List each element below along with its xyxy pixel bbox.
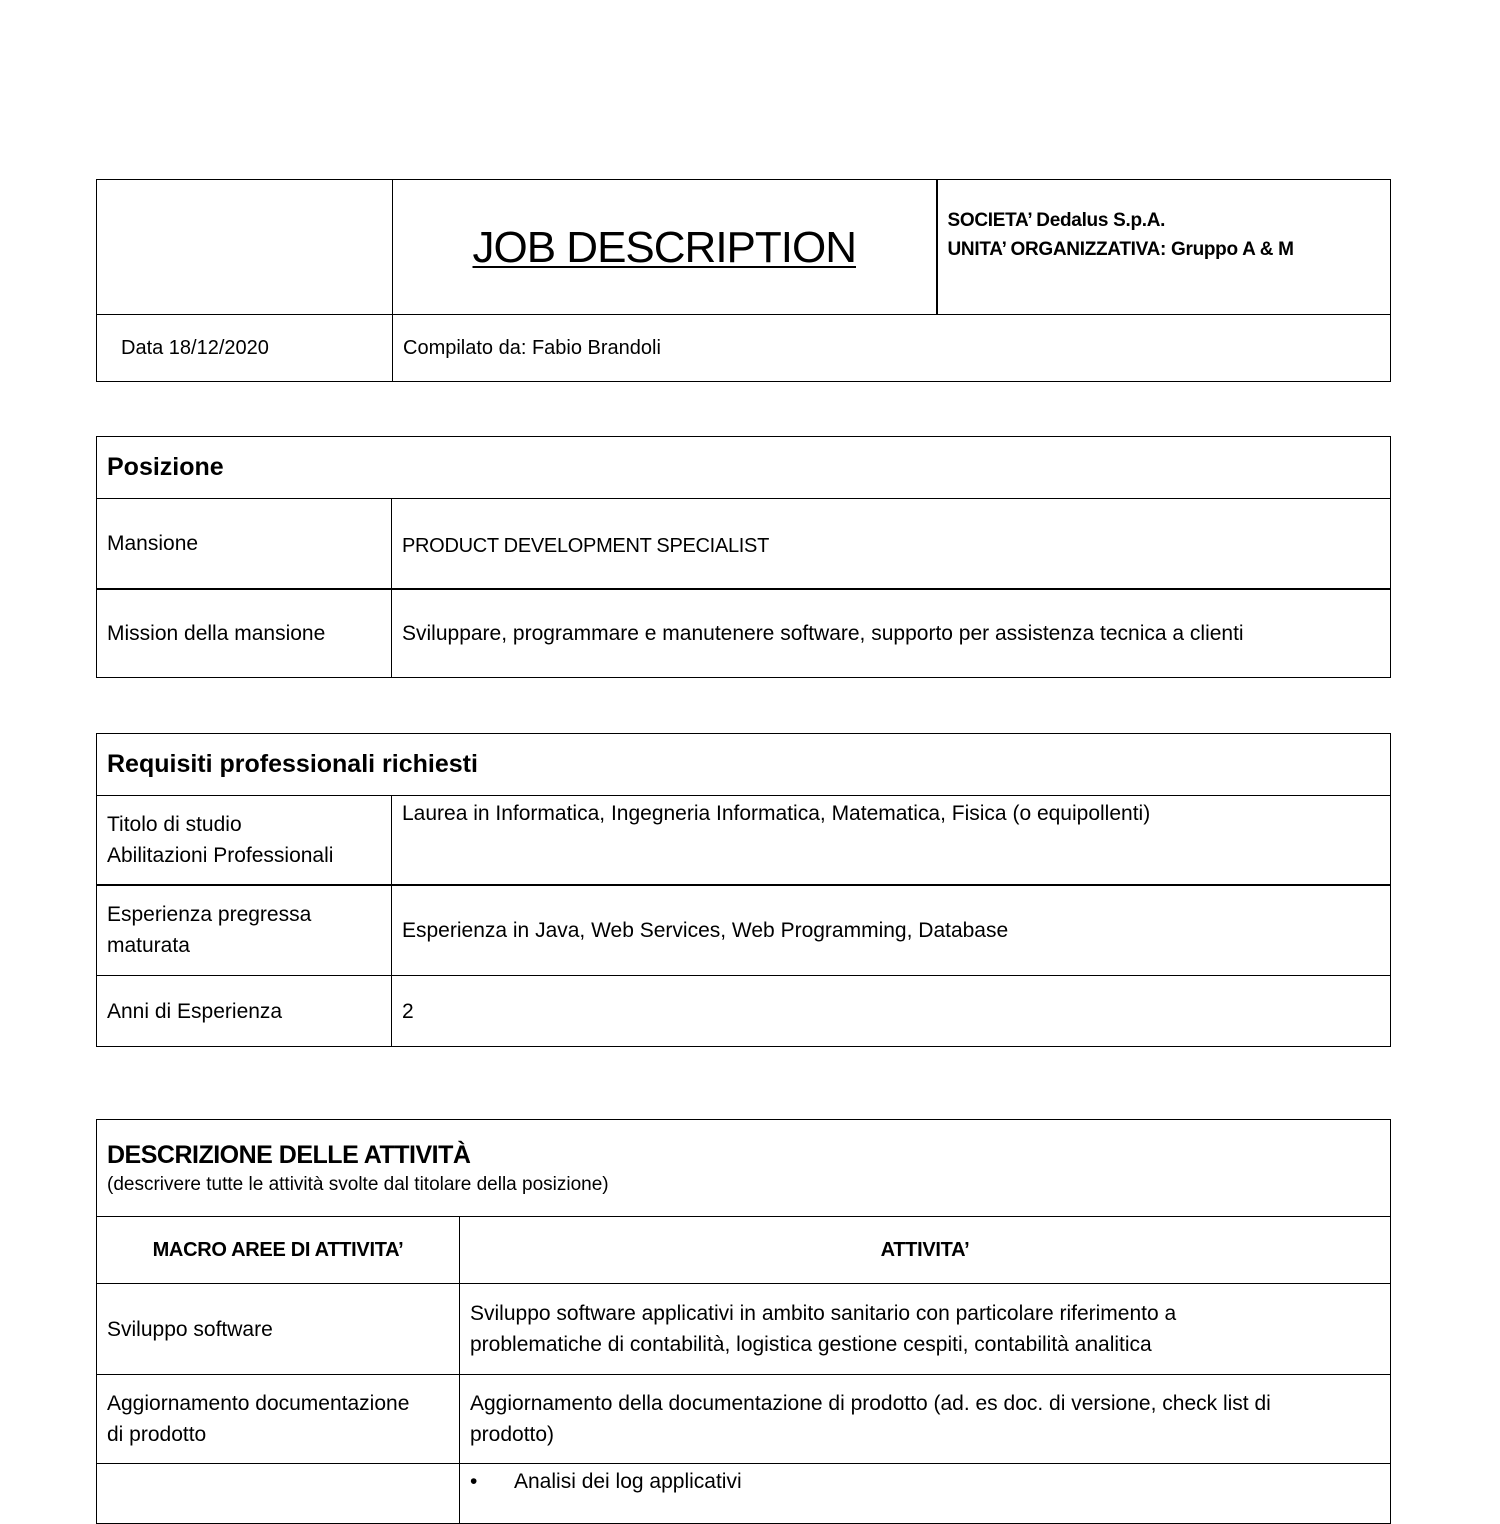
company-name: SOCIETA’ Dedalus S.p.A. — [947, 210, 1166, 231]
posizione-table — [96, 436, 1391, 678]
bullet-item-log-analysis: Analisi dei log applicativi — [514, 1470, 742, 1493]
bullet-icon: • — [470, 1470, 478, 1493]
titolo-studio-label: Titolo di studio — [107, 812, 242, 836]
attivita-subtitle: (descrivere tutte le attività svolte dal titolare della posizione) — [107, 1174, 609, 1195]
macro-area-documentazione-line-1: Aggiornamento documentazione — [107, 1392, 410, 1415]
esperienza-label-cell — [97, 885, 392, 976]
header-table — [96, 179, 1391, 382]
macro-area-documentazione-line-2: di prodotto — [107, 1423, 207, 1446]
titolo-studio-value: Laurea in Informatica, Ingegneria Informatica, Matematica, Fisica (o equipollenti) — [392, 796, 1391, 885]
requisiti-table — [96, 733, 1391, 1047]
attivita-sviluppo-line-1: Sviluppo software applicativi in ambito sanitario con particolare riferimento a — [470, 1302, 1177, 1325]
attivita-heading: DESCRIZIONE DELLE ATTIVITÀ — [107, 1141, 471, 1169]
anni-esperienza-value: 2 — [392, 976, 1391, 1047]
document-title-cell — [393, 180, 937, 315]
mission-value: Sviluppare, programmare e manutenere software, supporto per assistenza tecnica a clienti — [392, 589, 1391, 678]
attivita-bullet-cell — [460, 1464, 1391, 1524]
attivita-documentazione-cell — [460, 1375, 1391, 1464]
mansione-label: Mansione — [97, 499, 392, 589]
document-title: JOB DESCRIPTION — [472, 222, 856, 272]
organizational-unit: UNITA’ ORGANIZZATIVA: Gruppo A & M — [947, 239, 1294, 260]
mansione-value: PRODUCT DEVELOPMENT SPECIALIST — [392, 499, 1391, 589]
titolo-studio-label-cell — [97, 796, 392, 885]
macro-area-sviluppo: Sviluppo software — [97, 1284, 460, 1375]
esperienza-label-line-2: maturata — [107, 934, 190, 958]
macro-area-documentazione-cell — [97, 1375, 460, 1464]
logo-cell — [97, 180, 393, 315]
macro-area-empty-cell — [97, 1464, 460, 1524]
attivita-sviluppo-line-2: problematiche di contabilità, logistica gestione cespiti, contabilità analitica — [470, 1333, 1152, 1356]
requisiti-heading: Requisiti professionali richiesti — [97, 734, 1391, 796]
company-info-cell — [937, 180, 1391, 315]
compiled-by-cell: Compilato da: Fabio Brandoli — [393, 315, 1391, 382]
macro-aree-column-header: MACRO AREE DI ATTIVITA’ — [97, 1217, 460, 1284]
attivita-sviluppo-cell — [460, 1284, 1391, 1375]
attivita-heading-cell — [97, 1120, 1391, 1217]
abilitazioni-label: Abilitazioni Professionali — [107, 843, 334, 867]
attivita-documentazione-line-1: Aggiornamento della documentazione di prodotto (ad. es doc. di versione, check list di — [470, 1392, 1271, 1415]
posizione-heading: Posizione — [97, 437, 1391, 499]
esperienza-label-line-1: Esperienza pregressa — [107, 903, 312, 927]
attivita-documentazione-line-2: prodotto) — [470, 1423, 555, 1446]
mission-label: Mission della mansione — [97, 589, 392, 678]
attivita-column-header: ATTIVITA’ — [460, 1217, 1391, 1284]
attivita-table — [96, 1119, 1391, 1524]
anni-esperienza-label: Anni di Esperienza — [97, 976, 392, 1047]
date-cell: Data 18/12/2020 — [97, 315, 393, 382]
esperienza-value: Esperienza in Java, Web Services, Web Programming, Database — [392, 885, 1391, 976]
